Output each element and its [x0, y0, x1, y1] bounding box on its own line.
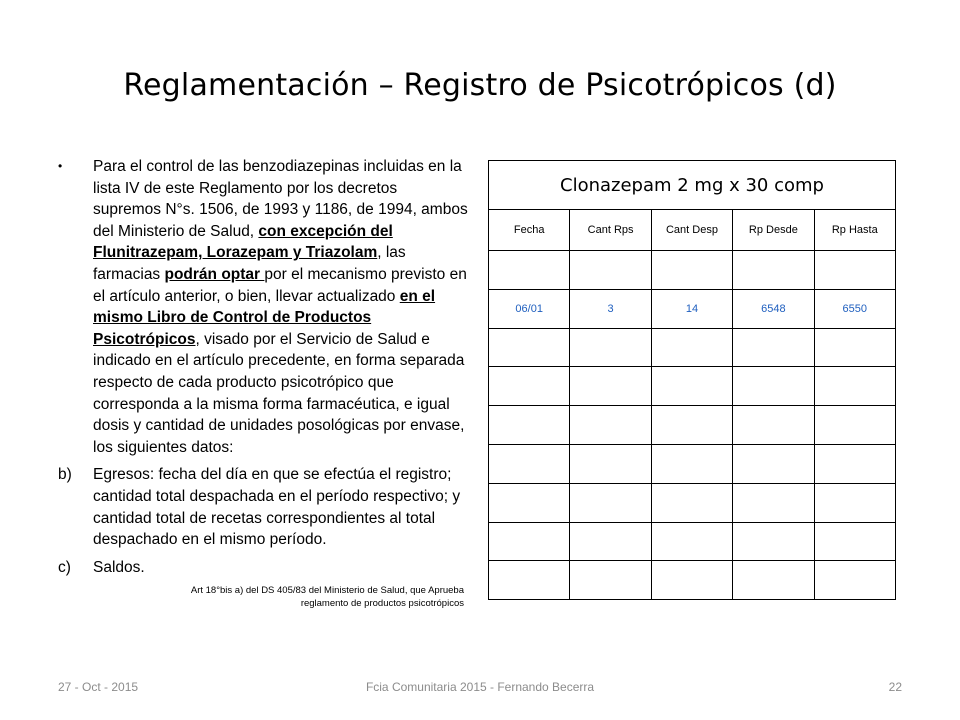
- table-cell: [651, 444, 732, 483]
- table-cell: [570, 406, 651, 445]
- table-cell: [570, 251, 651, 290]
- table-cell: [489, 483, 570, 522]
- text-same-book: en el mismo Libro de Control de Productos Psicotrópicos: [93, 287, 436, 348]
- list-item-text: Saldos.: [93, 558, 145, 576]
- legal-reference: [58, 584, 468, 610]
- table-cell: 6548: [733, 289, 814, 328]
- list-marker: b): [58, 466, 72, 484]
- table-cell: [570, 444, 651, 483]
- table-cell: [733, 561, 814, 600]
- register-table: [488, 160, 896, 600]
- text-p1: Para el control de las benzodiazepinas incluidas en la lista IV de este Reglamento por los decretos supremos N°s. 1506, de 1993 y 1186, de 1994, ambos del Ministerio de Salud,: [93, 158, 468, 240]
- footer-page-number: 22: [888, 680, 902, 694]
- table-cell: [814, 406, 895, 445]
- table-cell: [489, 444, 570, 483]
- table-cell: [733, 444, 814, 483]
- table-cell: [489, 251, 570, 290]
- table-cell: 14: [651, 289, 732, 328]
- bullet-paragraph: [58, 156, 468, 458]
- text-exception: con excepción del Flunitrazepam, Lorazepam y Triazolam: [93, 222, 393, 262]
- table-cell: [489, 367, 570, 406]
- table-cell: [489, 522, 570, 561]
- table-cell: [651, 522, 732, 561]
- footer-author: Fcia Comunitaria 2015 - Fernando Becerra: [365, 680, 595, 694]
- table-row: [489, 522, 896, 561]
- table-cell: [814, 522, 895, 561]
- table-cell: [570, 522, 651, 561]
- register-table-container: [488, 160, 896, 640]
- table-cell: 3: [570, 289, 651, 328]
- table-cell: [651, 406, 732, 445]
- table-cell: [814, 444, 895, 483]
- table-cell: [733, 522, 814, 561]
- table-cell: [733, 251, 814, 290]
- table-cell: [570, 328, 651, 367]
- text-p3: por el mecanismo previsto en el artículo anterior, o bien, llevar actualizado: [93, 265, 467, 305]
- reference-line: Art 18°bis a) del DS 405/83 del Ministerio de Salud, que Aprueba: [190, 585, 464, 597]
- table-cell: [733, 367, 814, 406]
- table-header-row: [489, 210, 896, 251]
- table-cell: [814, 561, 895, 600]
- column-header-rp-hasta: Rp Hasta: [814, 210, 895, 251]
- table-cell: [814, 328, 895, 367]
- table-cell: [733, 483, 814, 522]
- table-row: [489, 406, 896, 445]
- table-cell: [733, 328, 814, 367]
- table-caption: Clonazepam 2 mg x 30 comp: [489, 161, 896, 210]
- text-p2: , las farmacias: [93, 244, 406, 283]
- bullet-dot-icon: •: [58, 159, 63, 173]
- list-marker: c): [58, 558, 71, 576]
- table-cell: [489, 561, 570, 600]
- table-row: [489, 289, 896, 328]
- reference-line: reglamento de productos psicotrópicos: [300, 598, 464, 610]
- table-cell: [570, 561, 651, 600]
- table-row: [489, 367, 896, 406]
- table-cell: [489, 406, 570, 445]
- table-cell: [651, 367, 732, 406]
- table-cell: [570, 367, 651, 406]
- list-item-egresos: [58, 464, 468, 550]
- text-p4: , visado por el Servicio de Salud e indicado en el artículo precedente, en forma separada respecto de cada producto psicotrópico que corresponda a la misma forma farmacéutica, e igual dosis y cantidad de unidades posológicas por envase, los siguientes datos:: [93, 330, 465, 456]
- table-cell: [733, 406, 814, 445]
- table-cell: 06/01: [489, 289, 570, 328]
- table-cell: [489, 328, 570, 367]
- slide-body: [58, 156, 468, 610]
- list-item-text: Egresos: fecha del día en que se efectúa el registro; cantidad total despachada en el período respectivo; y cantidad total de recetas correspondientes al total despachado en el mismo período.: [93, 466, 461, 549]
- slide-title: Reglamentación – Registro de Psicotrópicos (d): [123, 68, 837, 103]
- table-cell: [570, 483, 651, 522]
- list-item-saldos: [58, 557, 468, 579]
- table-cell: 6550: [814, 289, 895, 328]
- table-row: [489, 483, 896, 522]
- table-cell: [651, 561, 732, 600]
- table-row: [489, 251, 896, 290]
- table-cell: [651, 483, 732, 522]
- column-header-fecha: Fecha: [489, 210, 570, 251]
- table-cell: [651, 328, 732, 367]
- table-row: [489, 561, 896, 600]
- table-cell: [814, 483, 895, 522]
- table-cell: [814, 251, 895, 290]
- column-header-cant-desp: Cant Desp: [651, 210, 732, 251]
- footer-date: 27 - Oct - 2015: [58, 680, 139, 694]
- column-header-rp-desde: Rp Desde: [733, 210, 814, 251]
- table-cell: [814, 367, 895, 406]
- table-row: [489, 328, 896, 367]
- table-row: [489, 444, 896, 483]
- column-header-cant-rps: Cant Rps: [570, 210, 651, 251]
- text-may-choose: podrán optar: [164, 265, 265, 283]
- table-cell: [651, 251, 732, 290]
